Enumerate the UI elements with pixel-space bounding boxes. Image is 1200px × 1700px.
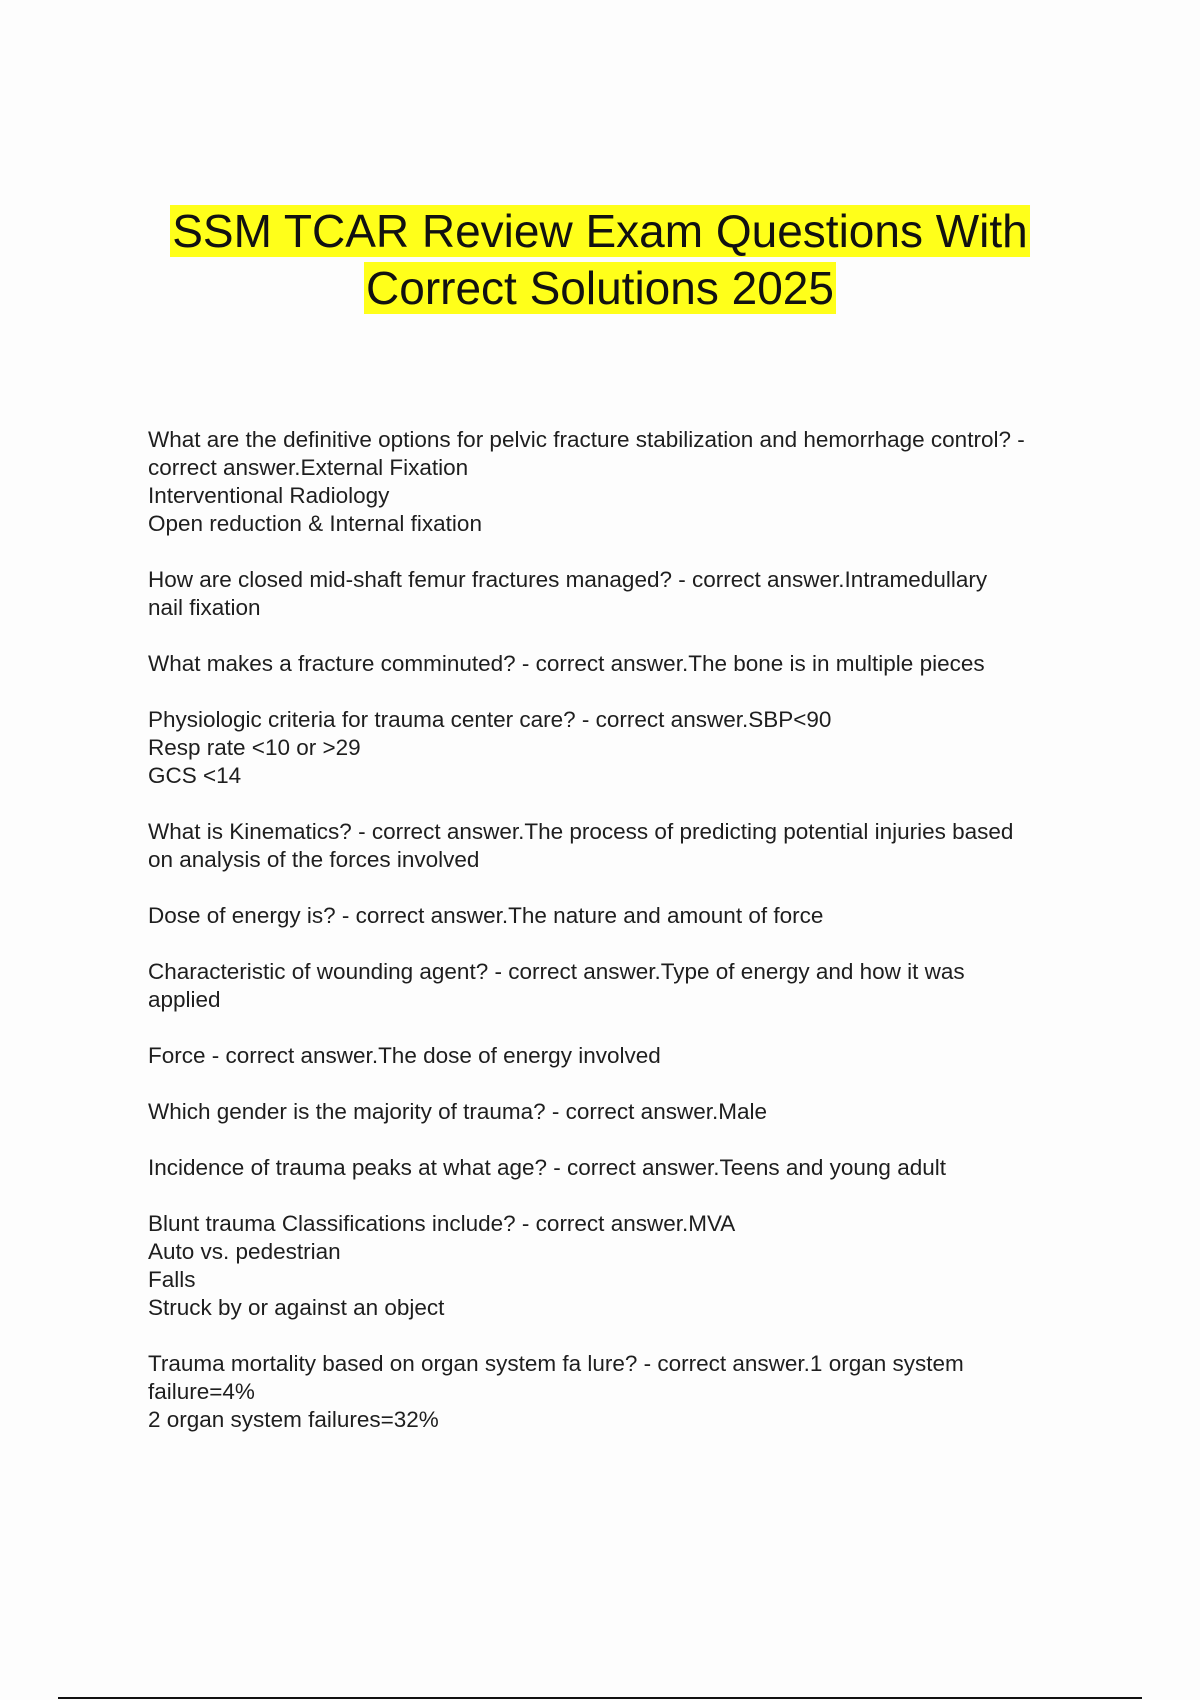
title-line-1: SSM TCAR Review Exam Questions With [172,205,1028,257]
qa-question-line: How are closed mid-shaft femur fractures managed? - correct answer.Intramedullary [148,567,988,592]
qa-answer-line: 2 organ system failures=32% [148,1407,439,1432]
qa-answer-line: failure=4% [148,1379,255,1404]
qa-item [148,818,1098,874]
qa-question-line: Characteristic of wounding agent? - correct answer.Type of energy and how it was [148,959,965,984]
qa-question-line: What makes a fracture comminuted? - correct answer.The bone is in multiple pieces [148,651,985,676]
qa-answer-line: correct answer.External Fixation [148,455,469,480]
qa-question-line: Dose of energy is? - correct answer.The nature and amount of force [148,903,824,928]
page-bottom-rule [58,1697,1142,1699]
qa-item [148,426,1098,538]
qa-item [148,1042,1098,1070]
qa-list [148,426,1098,1462]
qa-item [148,902,1098,930]
qa-answer-line: Interventional Radiology [148,483,390,508]
qa-answer-line: on analysis of the forces involved [148,847,480,872]
qa-item [148,1098,1098,1126]
qa-item [148,1210,1098,1322]
qa-answer-line: nail fixation [148,595,261,620]
qa-item [148,1154,1098,1182]
qa-question-line: Incidence of trauma peaks at what age? - correct answer.Teens and young adult [148,1155,946,1180]
qa-item [148,1350,1098,1434]
document-title [0,203,1200,317]
qa-item [148,706,1098,790]
qa-answer-line: Struck by or against an object [148,1295,445,1320]
title-line-2: Correct Solutions 2025 [366,262,834,314]
qa-answer-line: Resp rate <10 or >29 [148,735,361,760]
qa-answer-line: Open reduction & Internal fixation [148,511,482,536]
qa-question-line: Physiologic criteria for trauma center care? - correct answer.SBP<90 [148,707,832,732]
qa-question-line: What is Kinematics? - correct answer.The process of predicting potential injuries based [148,819,1014,844]
qa-question-line: Trauma mortality based on organ system fa lure? - correct answer.1 organ system [148,1351,964,1376]
qa-question-line: Force - correct answer.The dose of energy involved [148,1043,661,1068]
qa-answer-line: applied [148,987,221,1012]
qa-item [148,566,1098,622]
qa-item [148,958,1098,1014]
qa-answer-line: GCS <14 [148,763,242,788]
qa-question-line: What are the definitive options for pelvic fracture stabilization and hemorrhage control? - [148,427,1025,452]
qa-question-line: Blunt trauma Classifications include? - correct answer.MVA [148,1211,736,1236]
qa-answer-line: Auto vs. pedestrian [148,1239,341,1264]
qa-answer-line: Falls [148,1267,196,1292]
qa-item [148,650,1098,678]
qa-question-line: Which gender is the majority of trauma? - correct answer.Male [148,1099,767,1124]
